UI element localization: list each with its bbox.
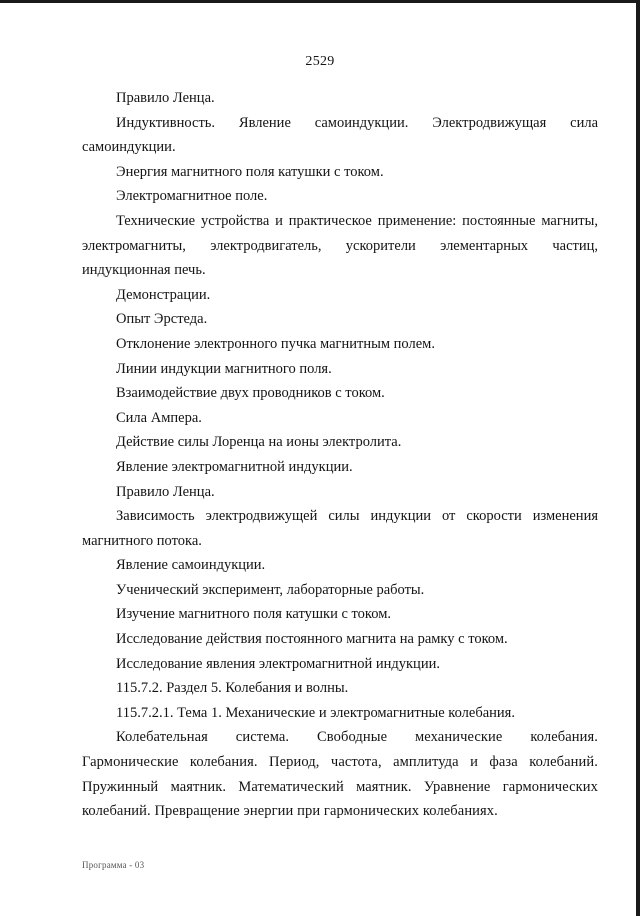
paragraph: Электромагнитное поле. — [116, 188, 268, 205]
footer-label: Программа - 03 — [82, 860, 145, 870]
paragraph: Явление самоиндукции. — [116, 557, 266, 574]
topic-heading: 115.7.2.1. Тема 1. Механические и электромагнитные колебания. — [116, 704, 515, 721]
body-text — [82, 86, 598, 824]
paragraph: Индуктивность. Явление самоиндукции. Электродвижущая сила самоиндукции. — [82, 114, 598, 156]
scan-border-top — [0, 0, 640, 3]
paragraph: Правило Ленца. — [116, 90, 215, 106]
paragraph: Исследование явления электромагнитной индукции. — [116, 655, 440, 672]
paragraph: Опыт Эрстеда. — [116, 311, 208, 328]
paragraph: Взаимодействие двух проводников с током. — [116, 385, 385, 402]
paragraph: Линии индукции магнитного поля. — [116, 360, 332, 377]
paragraph: Колебательная система. Свободные механические колебания. Гармонические колебания. Период, частота, амплитуда и фаза колебаний. Пружинный маятник. Математический маятник. Уравнение гармонических колебаний. Превращение энергии при гармонических колебаниях. — [82, 729, 598, 820]
paragraph: Технические устройства и практическое применение: постоянные магниты, электромагниты, электродвигатель, ускорители элементарных частиц, индукционная печь. — [82, 212, 598, 279]
paragraph: Ученический эксперимент, лабораторные работы. — [116, 581, 425, 598]
paragraph: Правило Ленца. — [116, 483, 215, 500]
page-number: 2529 — [305, 54, 335, 69]
paragraph: Исследование действия постоянного магнита на рамку с током. — [116, 631, 508, 648]
paragraph: Изучение магнитного поля катушки с током. — [116, 606, 392, 623]
paragraph: Действие силы Лоренца на ионы электролита. — [116, 434, 402, 451]
paragraph: Энергия магнитного поля катушки с током. — [116, 163, 384, 180]
paragraph: Демонстрации. — [116, 286, 211, 303]
paragraph: Сила Ампера. — [116, 409, 202, 426]
paragraph: Явление электромагнитной индукции. — [116, 458, 353, 475]
paragraph: Зависимость электродвижущей силы индукции от скорости изменения магнитного потока. — [82, 508, 598, 549]
scan-border-right — [636, 0, 640, 916]
paragraph: Отклонение электронного пучка магнитным полем. — [116, 335, 435, 352]
section-heading: 115.7.2. Раздел 5. Колебания и волны. — [116, 680, 349, 697]
